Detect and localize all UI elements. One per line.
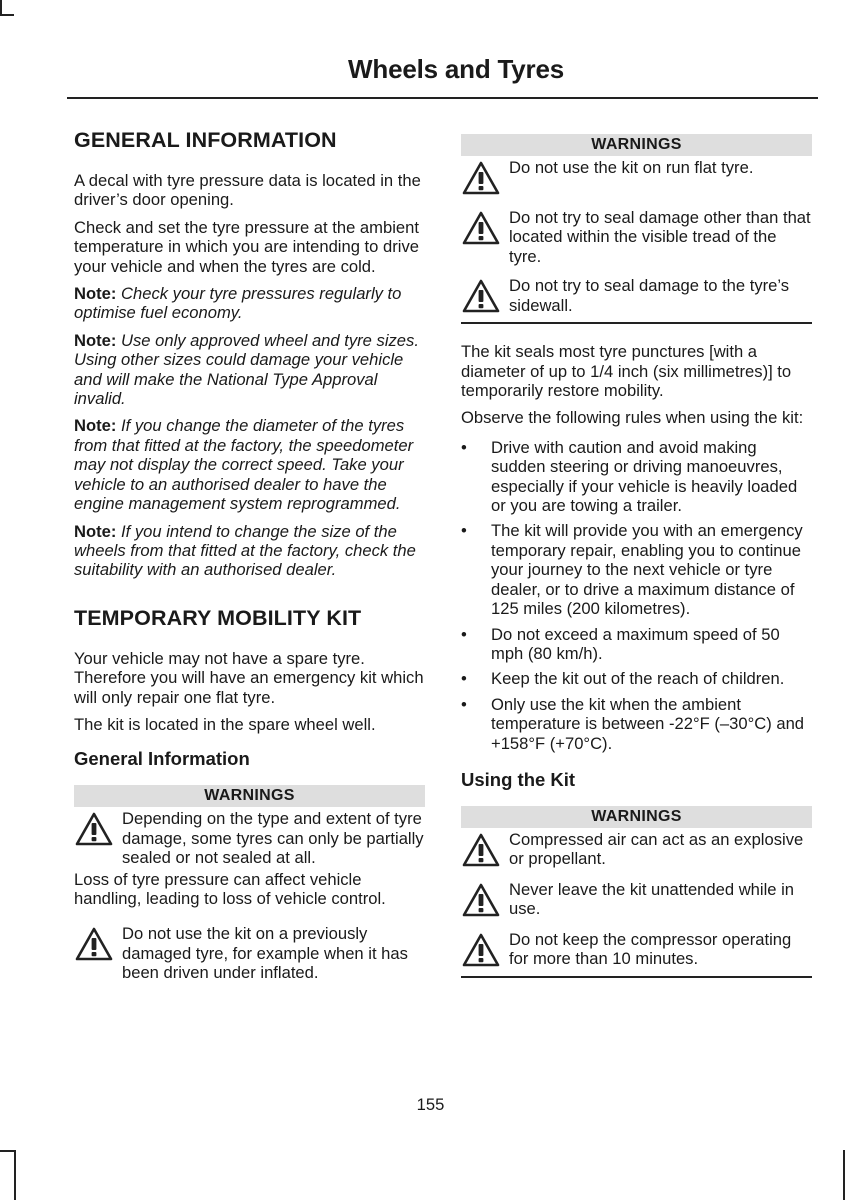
subheading-general-information: General Information (74, 748, 250, 770)
bullet: • (461, 437, 467, 457)
bullet: • (461, 521, 467, 541)
warning-item (74, 809, 425, 867)
list-item (461, 669, 812, 688)
warning-text: Do not use the kit on a previously damaged tyre, for example when it has been driven under inflated. (122, 924, 408, 983)
warning-triangle-icon (461, 932, 501, 968)
paragraph: Check and set the tyre pressure at the ambient temperature in which you are intending to drive your vehicle and when the tyres are cold. (74, 217, 419, 276)
warning-continuation: Loss of tyre pressure can affect vehicle handling, leading to loss of vehicle control. (74, 869, 386, 908)
warnings-end-rule (461, 976, 812, 978)
warning-triangle-icon (461, 210, 501, 246)
note-text: Use only approved wheel and tyre sizes. Using other sizes could damage your vehicle and will make the National Type Approval invalid. (74, 330, 419, 409)
crop-mark (0, 0, 2, 14)
rules-list (461, 438, 812, 753)
warning-item (461, 880, 812, 920)
list-item (461, 521, 812, 618)
note-text: Check your tyre pressures regularly to optimise fuel economy. (74, 284, 402, 323)
warnings-banner: WARNINGS (461, 806, 812, 828)
subheading-using-the-kit: Using the Kit (461, 768, 576, 790)
header-divider (67, 97, 818, 99)
paragraph: A decal with tyre pressure data is located in the driver’s door opening. (74, 171, 421, 210)
left-column (74, 128, 425, 993)
warning-item (74, 924, 425, 982)
list-item-text: Only use the kit when the ambient temperature is between -22°F (–30°C) and +158°F (+70°C). (491, 694, 805, 753)
note-text: If you change the diameter of the tyres from that fitted at the factory, the speedometer may not display the correct speed. Take your vehicle to an authorised dealer to have the engine management system reprogrammed. (74, 416, 414, 514)
section-title: Wheels and Tyres (348, 54, 564, 84)
list-item-text: Drive with caution and avoid making sudden steering or driving manoeuvres, especially if your vehicle is heavily loaded or you are towing a trailer. (491, 437, 798, 516)
warning-text: Compressed air can act as an explosive or propellant. (509, 829, 804, 869)
warning-item (461, 276, 812, 316)
note (74, 416, 425, 513)
warning-triangle-icon (461, 832, 501, 868)
note (74, 284, 425, 323)
crop-mark (0, 1150, 14, 1152)
note (74, 331, 425, 409)
list-item (461, 695, 812, 753)
bullet: • (461, 694, 467, 714)
paragraph: The kit is located in the spare wheel well. (74, 714, 376, 734)
note-text: If you intend to change the size of the wheels from that fitted at the factory, check the suitability with an authorised dealer. (74, 521, 416, 580)
page-number: 155 (416, 1095, 445, 1114)
list-item-text: The kit will provide you with an emergency temporary repair, enabling you to continue your journey to the next vehicle or tyre dealer, or to drive a maximum distance of 125 miles (200 kilometres). (491, 521, 803, 619)
warning-triangle-icon (461, 882, 501, 918)
warning-text: Do not keep the compressor operating for more than 10 minutes. (509, 929, 792, 969)
warning-item (461, 830, 812, 870)
warning-text: Do not try to seal damage to the tyre’s sidewall. (509, 276, 790, 315)
warning-text: Never leave the kit unattended while in use. (509, 879, 795, 919)
note (74, 522, 425, 580)
warning-triangle-icon (461, 160, 501, 196)
warning-triangle-icon (74, 926, 114, 962)
note-label: Note: (74, 330, 117, 350)
paragraph: The kit seals most tyre punctures [with a diameter of up to 1/4 inch (six millimetres)] to temporarily restore mobility. (461, 342, 792, 401)
heading-temporary-mobility-kit: TEMPORARY MOBILITY KIT (74, 605, 362, 630)
bullet: • (461, 624, 467, 644)
warnings-end-rule (461, 322, 812, 324)
warning-text: Depending on the type and extent of tyre damage, some tyres can only be partially sealed or not sealed at all. (122, 809, 424, 868)
list-item (461, 438, 812, 516)
warnings-banner: WARNINGS (461, 134, 812, 156)
list-item-text: Do not exceed a maximum speed of 50 mph (80 km/h). (491, 624, 780, 663)
warning-item (461, 208, 812, 266)
note-label: Note: (74, 521, 117, 541)
list-item (461, 625, 812, 664)
warning-triangle-icon (461, 278, 501, 314)
paragraph: Observe the following rules when using the kit: (461, 408, 804, 428)
warning-text: Do not try to seal damage other than that located within the visible tread of the tyre. (509, 208, 811, 266)
crop-mark (14, 1150, 16, 1200)
crop-mark (0, 14, 14, 16)
note-label: Note: (74, 284, 117, 304)
list-item-text: Keep the kit out of the reach of children. (491, 669, 785, 689)
paragraph: Your vehicle may not have a spare tyre. Therefore you will have an emergency kit which will only repair one flat tyre. (74, 648, 424, 707)
crop-mark (843, 1150, 845, 1200)
warning-item (461, 158, 812, 198)
warning-triangle-icon (74, 811, 114, 847)
right-column (461, 134, 812, 996)
heading-general-information: GENERAL INFORMATION (74, 128, 337, 152)
warnings-banner: WARNINGS (74, 785, 425, 807)
note-label: Note: (74, 416, 117, 436)
warning-text: Do not use the kit on run flat tyre. (509, 158, 754, 177)
bullet: • (461, 669, 467, 689)
warning-item (461, 930, 812, 970)
